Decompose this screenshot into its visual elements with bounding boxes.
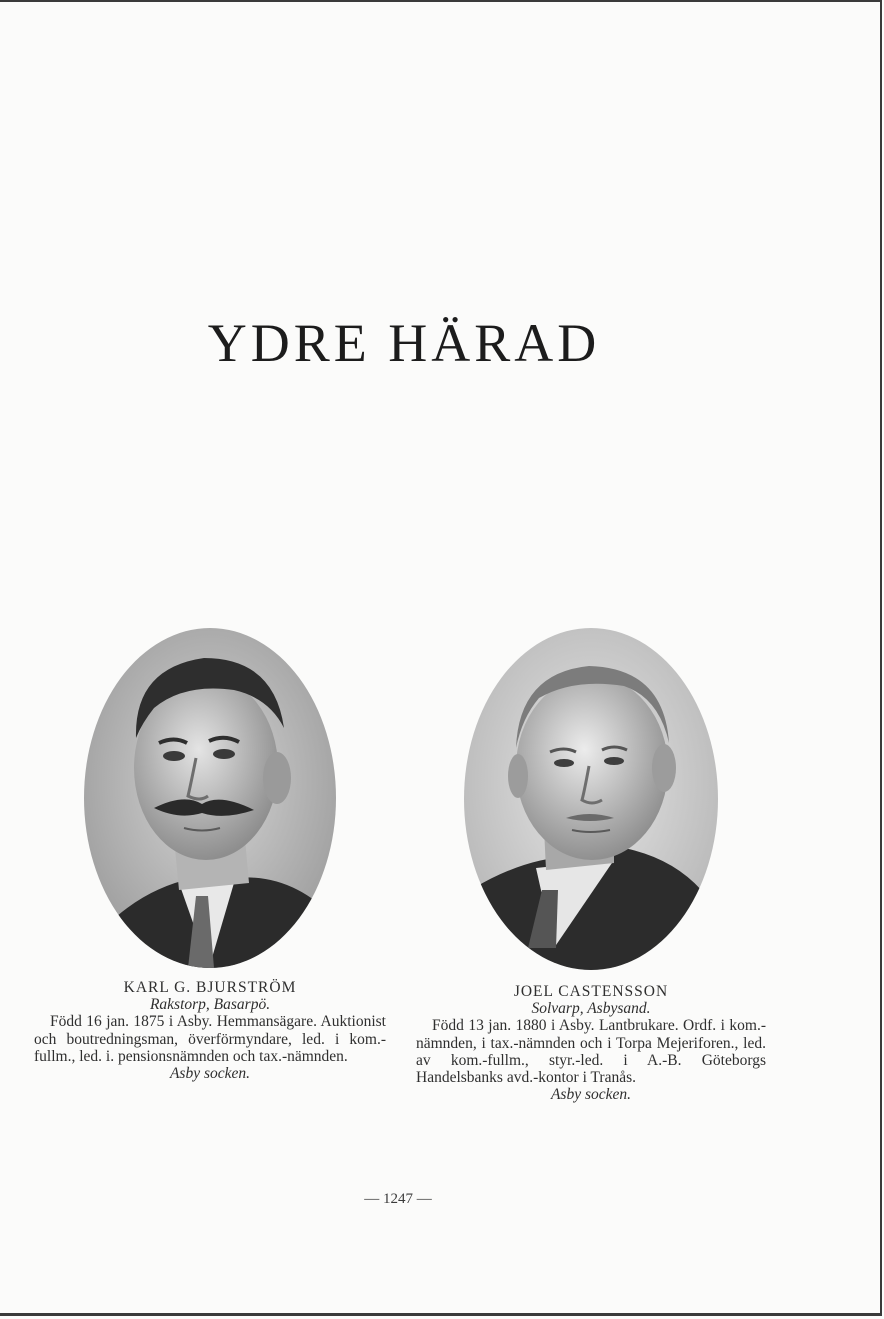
person-residence: Solvarp, Asbysand. (531, 1000, 651, 1018)
portrait-photo-left (84, 628, 336, 968)
person-name: KARL G. BJURSTRÖM (123, 979, 297, 996)
biography-entry-right (416, 983, 766, 1103)
person-parish: Asby socken. (550, 1086, 632, 1104)
person-biography: Född 13 jan. 1880 i Asby. Lantbrukare. Ordf. i kom.-nämnden, i tax.-nämnden och i Torpa Mejeriforen., led. av kom.-fullm., styr.-led. i A.-B. Göteborgs Handelsbanks avd.-kontor i Tranås. (416, 1017, 766, 1087)
portrait-photo-right (464, 628, 718, 970)
portrait-right-drawing (464, 628, 718, 970)
biography-entry-left (34, 979, 386, 1082)
person-residence: Rakstorp, Basarpö. (149, 996, 271, 1014)
portrait-left-drawing (84, 628, 336, 968)
page-title: YDRE HÄRAD (207, 313, 601, 373)
person-biography: Född 16 jan. 1875 i Asby. Hemmansägare. Auktionist och boutredningsman, överförmyndare, led. i kom.-fullm., led. i. pensionsnämnden och tax.-nämnden. (34, 1013, 386, 1065)
person-name: JOEL CASTENSSON (513, 983, 669, 1000)
page-number: — 1247 — (364, 1191, 432, 1207)
person-parish: Asby socken. (169, 1065, 251, 1083)
